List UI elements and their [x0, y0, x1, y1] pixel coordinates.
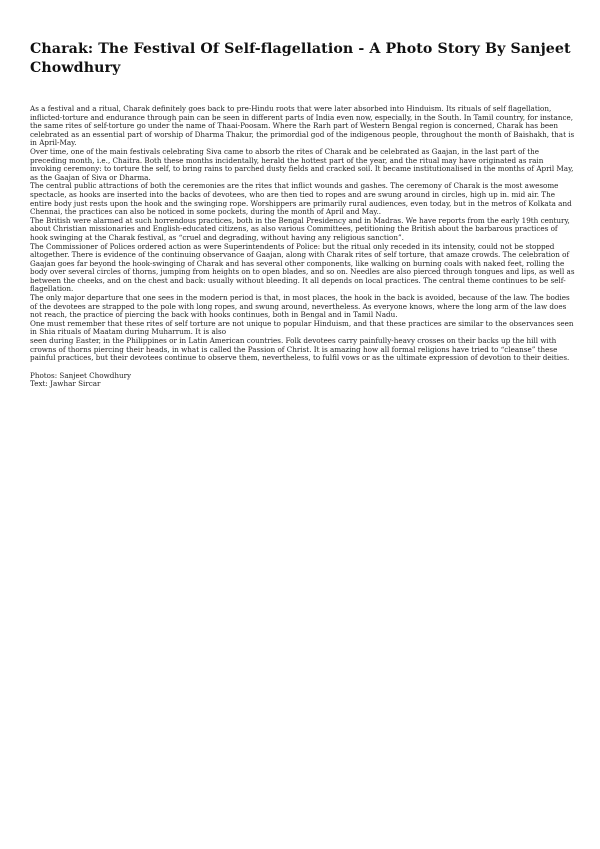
paragraph-intro: As a festival and a ritual, Charak definitely goes back to pre-Hindu roots that were later absorbed into Hinduism. Its rituals of self flagellation, inflicted-torture and endurance through pain can be seen in different parts of India even now, especially, in the South. In Tamil country, for instance, the same rites of self-torture go under the name of Thaai-Poosam. Where the Rarh part of Western Bengal region is concerned, Charak has been celebrated as an essential part of worship of Dharma Thakur, the primordial god of the indigenous people, throughout the month of Baishakh, that is in April-May.: [30, 104, 575, 148]
article-body: [30, 105, 575, 363]
paragraph-easter: seen during Easter, in the Philippines or in Latin American countries. Folk devotees carry painfully-heavy crosses on their backs up the hill with crowns of thorns piercing their heads, in what is called the Passion of Christ. It is amazing how all formal religions have tried to “cleanse” these painful practices, but their devotees continue to observe them, nevertheless, to fulfil vows or as the ultimate expression of devotion to their deities.: [30, 336, 570, 363]
article: [30, 40, 575, 389]
credits: [30, 372, 575, 389]
paragraph-modern-period: The only major departure that one sees in the modern period is that, in most places, the hook in the back is avoided, because of the law. The bodies of the devotees are strapped to the pole with long ropes, and swung around, nevertheless. As everyone knows, where the long arm of the law does not reach, the practice of piercing the back with hooks continues, both in Bengal and in Tamil Nadu.: [30, 293, 570, 320]
paragraph-hook-swinging: The central public attractions of both the ceremonies are the rites that inflict wounds and gashes. The ceremony of Charak is the most awesome spectacle, as hooks are inserted into the backs of devotees, who are then tied to ropes and are swung around in circles, high up in. mid air. The entire body just rests upon the hook and the swinging rope. Worshippers are primarily rural audiences, even today, but in the metros of Kolkata and Chennai, the practices can also be noticed in some pockets, during the month of April and May..: [30, 181, 572, 217]
photo-credit: Photos: Sanjeet Chowdhury: [30, 370, 132, 380]
paragraph-police-action: The Commissioner of Polices ordered action as were Superintendents of Police: but the ritual only receded in its intensity, could not be stopped altogether. There is evidence of the continuing observance of Gaajan, along with Charak rites of self torture, that amaze crowds. The celebration of Gaajan goes far beyond the hook-swinging of Charak and has several other components, like walking on burning coals with naked feet, rolling the body over several circles of thorns, jumping from heights on to open blades, and so on. Needles are also pierced through tongues and lips, as well as between the cheeks, and on the chest and back: usually without bleeding. It all depends on local practices. The central theme continues to be self-flagellation.: [30, 241, 575, 294]
paragraph-gaajan-origin: Over time, one of the main festivals celebrating Siva came to absorb the rites of Charak and be celebrated as Gaajan, in the last part of the preceding month, i.e., Chaitra. Both these months incidentally, herald the hottest part of the year, and the ritual may have originated as rain invoking ceremony: to torture the self, to bring rains to parched dusty fields and cracked soil. It became institutionalised in the months of April May, as the Gaajan of Siva or Dharma.: [30, 146, 574, 182]
paragraph-british-reaction: The British were alarmed at such horrendous practices, both in the Bengal Presidency and in Madras. We have reports from the early 19th century, about Christian missionaries and English-educated citizens, as also various Committees, petitioning the British about the barbarous practices of hook swinging at the Charak festival, as “cruel and degrading, without having any religious sanction”.: [30, 215, 570, 242]
text-credit: Text: Jawhar Sircar: [30, 379, 101, 389]
paragraph-comparison: One must remember that these rites of self torture are not unique to popular Hinduism, and that these practices are similar to the observances seen in Shia rituals of Maatam during Muharrum. It is also: [30, 318, 574, 337]
page-title: Charak: The Festival Of Self-flagellation - A Photo Story By Sanjeet Chowdhury: [30, 41, 571, 76]
